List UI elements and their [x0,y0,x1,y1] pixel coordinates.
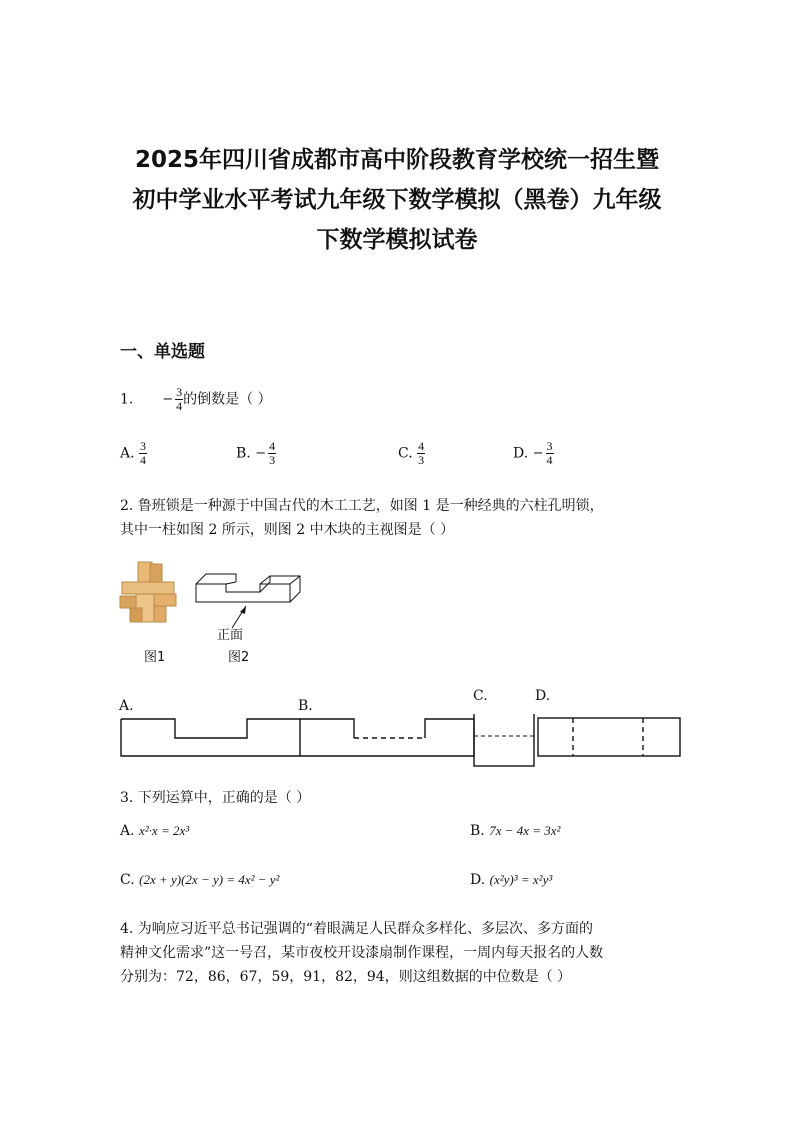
title-line-1: 2025年四川省成都市高中阶段教育学校统一招生暨 [134,147,659,173]
expression: (x²y)³ = x²y³ [489,872,553,887]
question-4-line-1: 4. 为响应习近平总书记强调的“着眼满足人民群众多样化、多层次、多方面的 [120,921,593,937]
question-2-line-2: 其中一柱如图 2 所示，则图 2 中木块的主视图是（ ） [120,522,455,538]
q2-options-drawings [118,714,684,772]
expression: 7x − 4x = 3x² [489,823,561,838]
question-3: 3. 下列运算中，正确的是（ ） [120,790,311,806]
q3-option-a[interactable]: A. x²·x = 2x³ [120,823,190,839]
q2-option-c-label[interactable]: C. [473,688,488,704]
option-c-view [474,714,534,766]
section-heading: 一、单选题 [120,342,205,362]
expression: (2x + y)(2x − y) = 4x² − y² [139,872,280,887]
question-number: 1. [120,391,134,408]
q3-option-b[interactable]: B. 7x − 4x = 3x² [470,823,561,839]
question-2-line-1: 2. 鲁班锁是一种源于中国古代的木工工艺，如图 1 是一种经典的六柱孔明锁， [120,498,604,514]
fraction: $\frac{3}{4}$ [176,385,183,413]
option-a-view [121,719,300,756]
fraction: $\frac{4}{3}$ [418,439,425,467]
q1-option-b[interactable]: B. − $\frac{4}{3}$ [236,439,276,467]
paper-title [0,140,794,260]
question-4-line-3: 分别为：72，86，67，59，91，82，94，则这组数据的中位数是（ ） [120,969,572,985]
q2-option-b-label[interactable]: B. [298,698,313,714]
question-2 [120,494,680,542]
figure-1-caption: 图1 [144,650,166,665]
notched-block-figure [192,570,304,642]
title-line-3: 下数学模拟试卷 [316,227,478,253]
question-4 [120,917,680,989]
luban-lock-figure [118,560,180,626]
q1-option-c[interactable]: C. $\frac{4}{3}$ [398,439,425,467]
front-label: 正面 [217,628,244,643]
q2-option-d-label[interactable]: D. [535,688,551,704]
title-line-2: 初中学业水平考试九年级下数学模拟（黑卷）九年级 [132,187,662,213]
question-4-line-2: 精神文化需求”这一号召，某市夜校开设漆扇制作课程，一周内每天报名的人数 [120,945,604,961]
figure-2-caption: 图2 [228,650,250,665]
fraction: $\frac{3}{4}$ [140,439,147,467]
minus-sign: − [162,392,174,407]
question-1 [120,386,272,413]
option-b-view [300,719,354,738]
option-d-view [538,718,680,756]
q1-option-d[interactable]: D. − $\frac{3}{4}$ [513,439,553,467]
q3-option-d[interactable]: D. (x²y)³ = x²y³ [470,872,553,888]
q2-option-a-label[interactable]: A. [119,698,134,714]
q3-option-c[interactable]: C. (2x + y)(2x − y) = 4x² − y² [120,872,280,888]
q1-option-a[interactable]: A. $\frac{3}{4}$ [120,439,147,467]
question-stem: 的倒数是（ ） [183,391,272,408]
expression: x²·x = 2x³ [139,823,190,838]
fraction: $\frac{3}{4}$ [546,439,553,467]
fraction: $\frac{4}{3}$ [269,439,276,467]
